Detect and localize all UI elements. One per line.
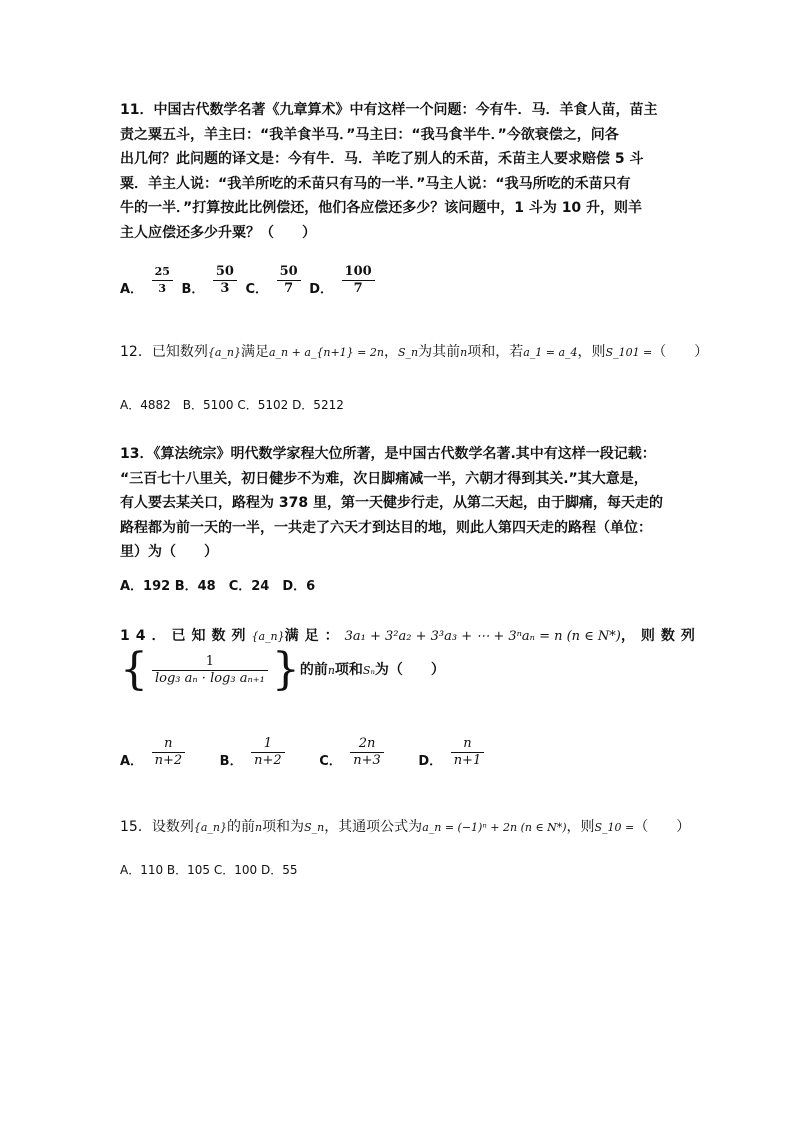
q15-s10: S_10 = bbox=[594, 821, 635, 834]
q14-left-brace: { bbox=[120, 644, 148, 695]
q14-option-d-den: n+1 bbox=[453, 753, 482, 768]
q15-line bbox=[120, 815, 691, 841]
q15-answer-paren: （ ） bbox=[634, 819, 691, 835]
q11-line: 粟．羊主人说：“我羊所吃的禾苗只有马的一半．”马主人说：“我马所吃的禾苗只有 bbox=[120, 175, 631, 192]
q15-prefix: 15．设数列 bbox=[120, 819, 194, 835]
q12-prefix: 12．已知数列 bbox=[120, 344, 208, 360]
q14-option-b-fraction bbox=[251, 736, 285, 769]
q14-option-b-label: B． bbox=[219, 754, 243, 769]
q12-seq: {a_n} bbox=[207, 346, 241, 359]
q14-condition: 3a₁ + 3²a₂ + 3³a₃ + ⋯ + 3ⁿaₙ = n (n ∈ N*) bbox=[344, 629, 621, 644]
q14-n: n bbox=[327, 664, 335, 677]
q14-option-d-num: n bbox=[451, 736, 485, 753]
q15-formula: a_n = (−1)ⁿ + 2n (n ∈ N*) bbox=[422, 821, 567, 834]
q11-option-b-den: 3 bbox=[220, 281, 230, 296]
q14-line-1 bbox=[120, 624, 701, 650]
q11-line: 主人应偿还多少升粟？（ ） bbox=[120, 224, 316, 241]
q11-option-d-num: 100 bbox=[342, 264, 375, 281]
question-12 bbox=[120, 340, 709, 366]
q14-option-d-label: D． bbox=[418, 754, 443, 769]
q11-option-d-fraction bbox=[342, 264, 375, 297]
q12-sum-symbol: S_n bbox=[397, 346, 419, 359]
q11-line: 责之粟五斗，羊主曰：“我羊食半马．”马主曰：“我马食半牛．”今欲衰偿之，问各 bbox=[120, 126, 619, 143]
q14-text: 为（ ） bbox=[374, 662, 445, 678]
q14-sum-symbol: Sₙ bbox=[362, 664, 375, 677]
q14-option-a-den: n+2 bbox=[154, 753, 183, 768]
q14-right-brace: } bbox=[271, 644, 300, 695]
q12-n: n bbox=[460, 346, 468, 359]
question-11 bbox=[120, 98, 680, 245]
q13-line: 里）为（ ） bbox=[120, 544, 218, 560]
q11-line: 牛的一半．”打算按此比例偿还，他们各应偿还多少？该问题中，1 斗为 10 升，则羊 bbox=[120, 200, 643, 216]
question-14-line-2 bbox=[120, 644, 680, 695]
q11-option-a-den: 3 bbox=[158, 282, 167, 295]
q11-line: 11．中国古代数学名著《九章算术》中有这样一个问题：今有牛．马．羊食人苗，苗主 bbox=[120, 102, 658, 118]
q14-option-c-den: n+3 bbox=[353, 753, 381, 768]
q12-condition: a_n + a_{n+1} = 2n bbox=[268, 346, 384, 359]
q14-option-c-fraction bbox=[350, 736, 384, 769]
q11-options bbox=[120, 264, 680, 297]
q14-options bbox=[120, 736, 680, 769]
q11-option-a-fraction bbox=[152, 264, 173, 297]
q14-frac-num: 1 bbox=[152, 654, 268, 671]
q13-line: 路程都为前一天的一半，一共走了六天才到达目的地，则此人第四天走的路程（单位： bbox=[120, 519, 652, 536]
q12-s101: S_101 = bbox=[605, 346, 653, 359]
q14-option-b-den: n+2 bbox=[254, 753, 282, 768]
q14-text: 的前 bbox=[299, 662, 328, 678]
q13-line: 13．《算法统宗》明代数学家程大位所著，是中国古代数学名著.其中有这样一段记载： bbox=[120, 446, 656, 462]
q14-prefix: 14．已知数列 bbox=[120, 628, 252, 644]
q12-text: 项和，若 bbox=[467, 344, 524, 360]
q14-option-b-num: 1 bbox=[251, 736, 285, 753]
q14-seq: {a_n} bbox=[251, 630, 285, 643]
q11-option-a-num: 25 bbox=[152, 264, 173, 281]
q11-option-a-label: A． bbox=[120, 282, 144, 297]
q15-text: 的前 bbox=[226, 819, 255, 835]
q12-text: ， bbox=[383, 344, 398, 360]
q12-text: 为其前 bbox=[418, 344, 461, 360]
q12-options: A．4882 B．5100 C．5102 D．5212 bbox=[120, 398, 344, 412]
q14-option-a-fraction bbox=[152, 736, 186, 769]
q15-seq: {a_n} bbox=[193, 821, 227, 834]
q15-text: 项和为 bbox=[262, 819, 305, 835]
q14-option-a-num: n bbox=[152, 736, 186, 753]
q14-option-d-fraction bbox=[451, 736, 485, 769]
q12-line bbox=[120, 340, 709, 366]
q11-option-c-label: C． bbox=[245, 282, 269, 297]
q15-text: ，则 bbox=[566, 819, 595, 835]
q11-option-c-den: 7 bbox=[284, 281, 294, 296]
q12-condition-2: a_1 = a_4 bbox=[523, 346, 578, 359]
q14-frac-den: log₃ aₙ · log₃ aₙ₊₁ bbox=[155, 670, 265, 686]
q14-option-a-label: A． bbox=[120, 754, 144, 769]
question-13 bbox=[120, 442, 680, 565]
q11-option-d-label: D． bbox=[309, 282, 334, 297]
q14-text: 满足： bbox=[284, 628, 345, 644]
q13-options: A．192 B．48 C．24 D．6 bbox=[120, 579, 316, 594]
q15-text: ，其通项公式为 bbox=[324, 819, 423, 835]
q11-option-c-num: 50 bbox=[277, 264, 301, 281]
q12-text: ，则 bbox=[577, 344, 606, 360]
q15-options: A．110 B．105 C．100 D．55 bbox=[120, 863, 298, 877]
q13-line: “三百七十八里关，初日健步不为难，次日脚痛减一半，六朝才得到其关.”其大意是， bbox=[120, 470, 648, 487]
q11-option-b-label: B． bbox=[181, 282, 205, 297]
q14-text: 项和 bbox=[334, 662, 363, 678]
q11-option-b-fraction bbox=[213, 264, 237, 297]
q12-text: 满足 bbox=[240, 344, 269, 360]
q14-option-c-label: C． bbox=[319, 754, 342, 769]
q11-line: 出几何？此问题的译文是：今有牛．马．羊吃了别人的禾苗，禾苗主人要求赔偿 5 斗 bbox=[120, 151, 644, 167]
q15-n: n bbox=[254, 821, 263, 834]
q14-fraction bbox=[152, 654, 268, 687]
q12-answer-paren: （ ） bbox=[652, 344, 709, 360]
q13-line: 有人要去某关口，路程为 378 里，第一天健步行走，从第二天起，由于脚痛，每天走的 bbox=[120, 495, 663, 511]
q11-option-c-fraction bbox=[277, 264, 301, 297]
q11-option-d-den: 7 bbox=[353, 281, 363, 296]
q14-text: ，则数列 bbox=[620, 628, 701, 644]
question-15 bbox=[120, 815, 691, 841]
q11-option-b-num: 50 bbox=[213, 264, 237, 281]
question-14 bbox=[120, 624, 701, 650]
q14-option-c-num: 2n bbox=[350, 736, 384, 753]
q15-sum-symbol: S_n bbox=[304, 821, 325, 834]
